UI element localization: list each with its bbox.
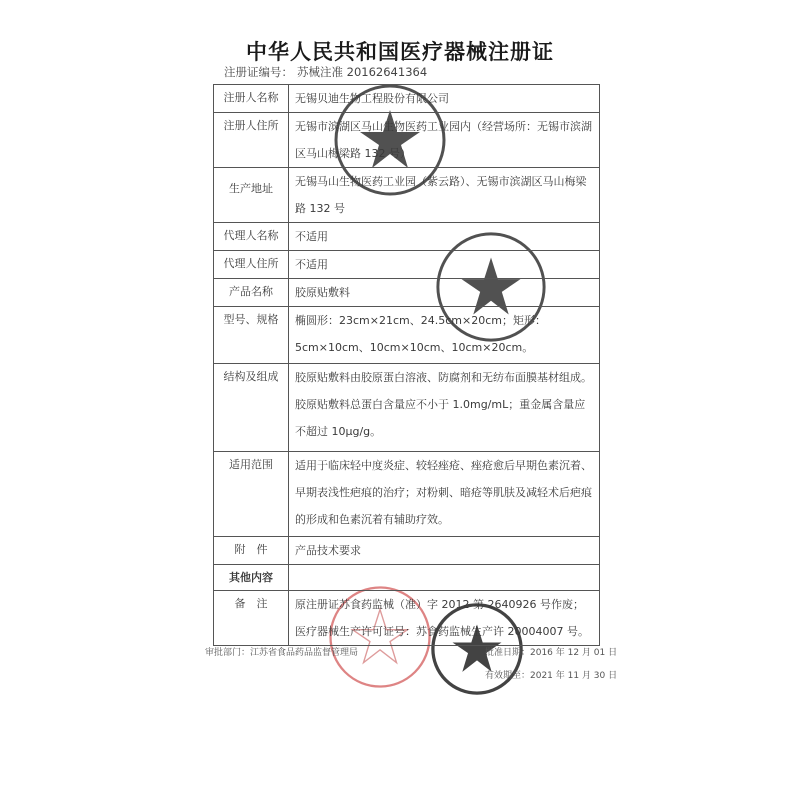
row-value: 胶原贴敷料由胶原蛋白溶液、防腐剂和无纺布面膜基材组成。胶原贴敷料总蛋白含量应不小于 1.0mg/mL；重金属含量应不超过 10μg/g。: [289, 364, 600, 452]
registration-number: [224, 64, 431, 80]
row-label: 附 件: [214, 537, 289, 565]
row-label: 注册人住所: [214, 113, 289, 168]
table-row: [214, 85, 600, 113]
table-row: [214, 279, 600, 307]
approval-date: 批准日期：2016 年 12 月 01 日: [485, 648, 618, 658]
row-value: 适用于临床轻中度炎症、较轻痤疮、痤疮愈后早期色素沉着、早期表浅性疤痕的治疗；对粉刺、暗疮等肌肤及减轻术后疤痕的形成和色素沉着有辅助疗效。: [289, 452, 600, 537]
registration-number-label: 注册证编号：: [224, 65, 293, 79]
table-row: [214, 364, 600, 452]
table-row: [214, 565, 600, 591]
row-label: 生产地址: [214, 168, 289, 223]
row-value: 产品技术要求: [289, 537, 600, 565]
row-value: 无锡贝迪生物工程股份有限公司: [289, 85, 600, 113]
certificate-table: [213, 84, 600, 646]
table-row: [214, 591, 600, 646]
approval-department: 审批部门：江苏省食品药品监督管理局: [205, 648, 359, 658]
table-row: [214, 307, 600, 364]
row-label: 型号、规格: [214, 307, 289, 364]
table-row: [214, 168, 600, 223]
row-label: 其他内容: [214, 565, 289, 591]
table-row: [214, 452, 600, 537]
valid-until: 有效期至：2021 年 11 月 30 日: [485, 671, 618, 681]
row-value: 无锡马山生物医药工业园（紫云路）、无锡市滨湖区马山梅梁路 132 号: [289, 168, 600, 223]
row-label: 代理人住所: [214, 251, 289, 279]
row-label: 适用范围: [214, 452, 289, 537]
document-title: 中华人民共和国医疗器械注册证: [246, 39, 554, 64]
row-value: 椭圆形：23cm×21cm、24.5cm×20cm；矩形：5cm×10cm、10cm×10cm、10cm×20cm。: [289, 307, 600, 364]
table-row: [214, 113, 600, 168]
row-value: 原注册证苏食药监械（准）字 2012 第 2640926 号作废；医疗器械生产许可证号：苏食药监械生产许 20004007 号。: [289, 591, 600, 646]
registration-number-value: 苏械注准 20162641364: [297, 65, 428, 79]
row-value: 胶原贴敷料: [289, 279, 600, 307]
row-label: 代理人名称: [214, 223, 289, 251]
row-value: 不适用: [289, 251, 600, 279]
row-value: [289, 565, 600, 591]
row-value: 不适用: [289, 223, 600, 251]
row-label: 注册人名称: [214, 85, 289, 113]
row-label: 结构及组成: [214, 364, 289, 452]
row-label: 备 注: [214, 591, 289, 646]
table-row: [214, 251, 600, 279]
row-value: 无锡市滨湖区马山生物医药工业园内（经营场所：无锡市滨湖区马山梅梁路 132 号）: [289, 113, 600, 168]
table-row: [214, 223, 600, 251]
row-label: 产品名称: [214, 279, 289, 307]
table-row: [214, 537, 600, 565]
